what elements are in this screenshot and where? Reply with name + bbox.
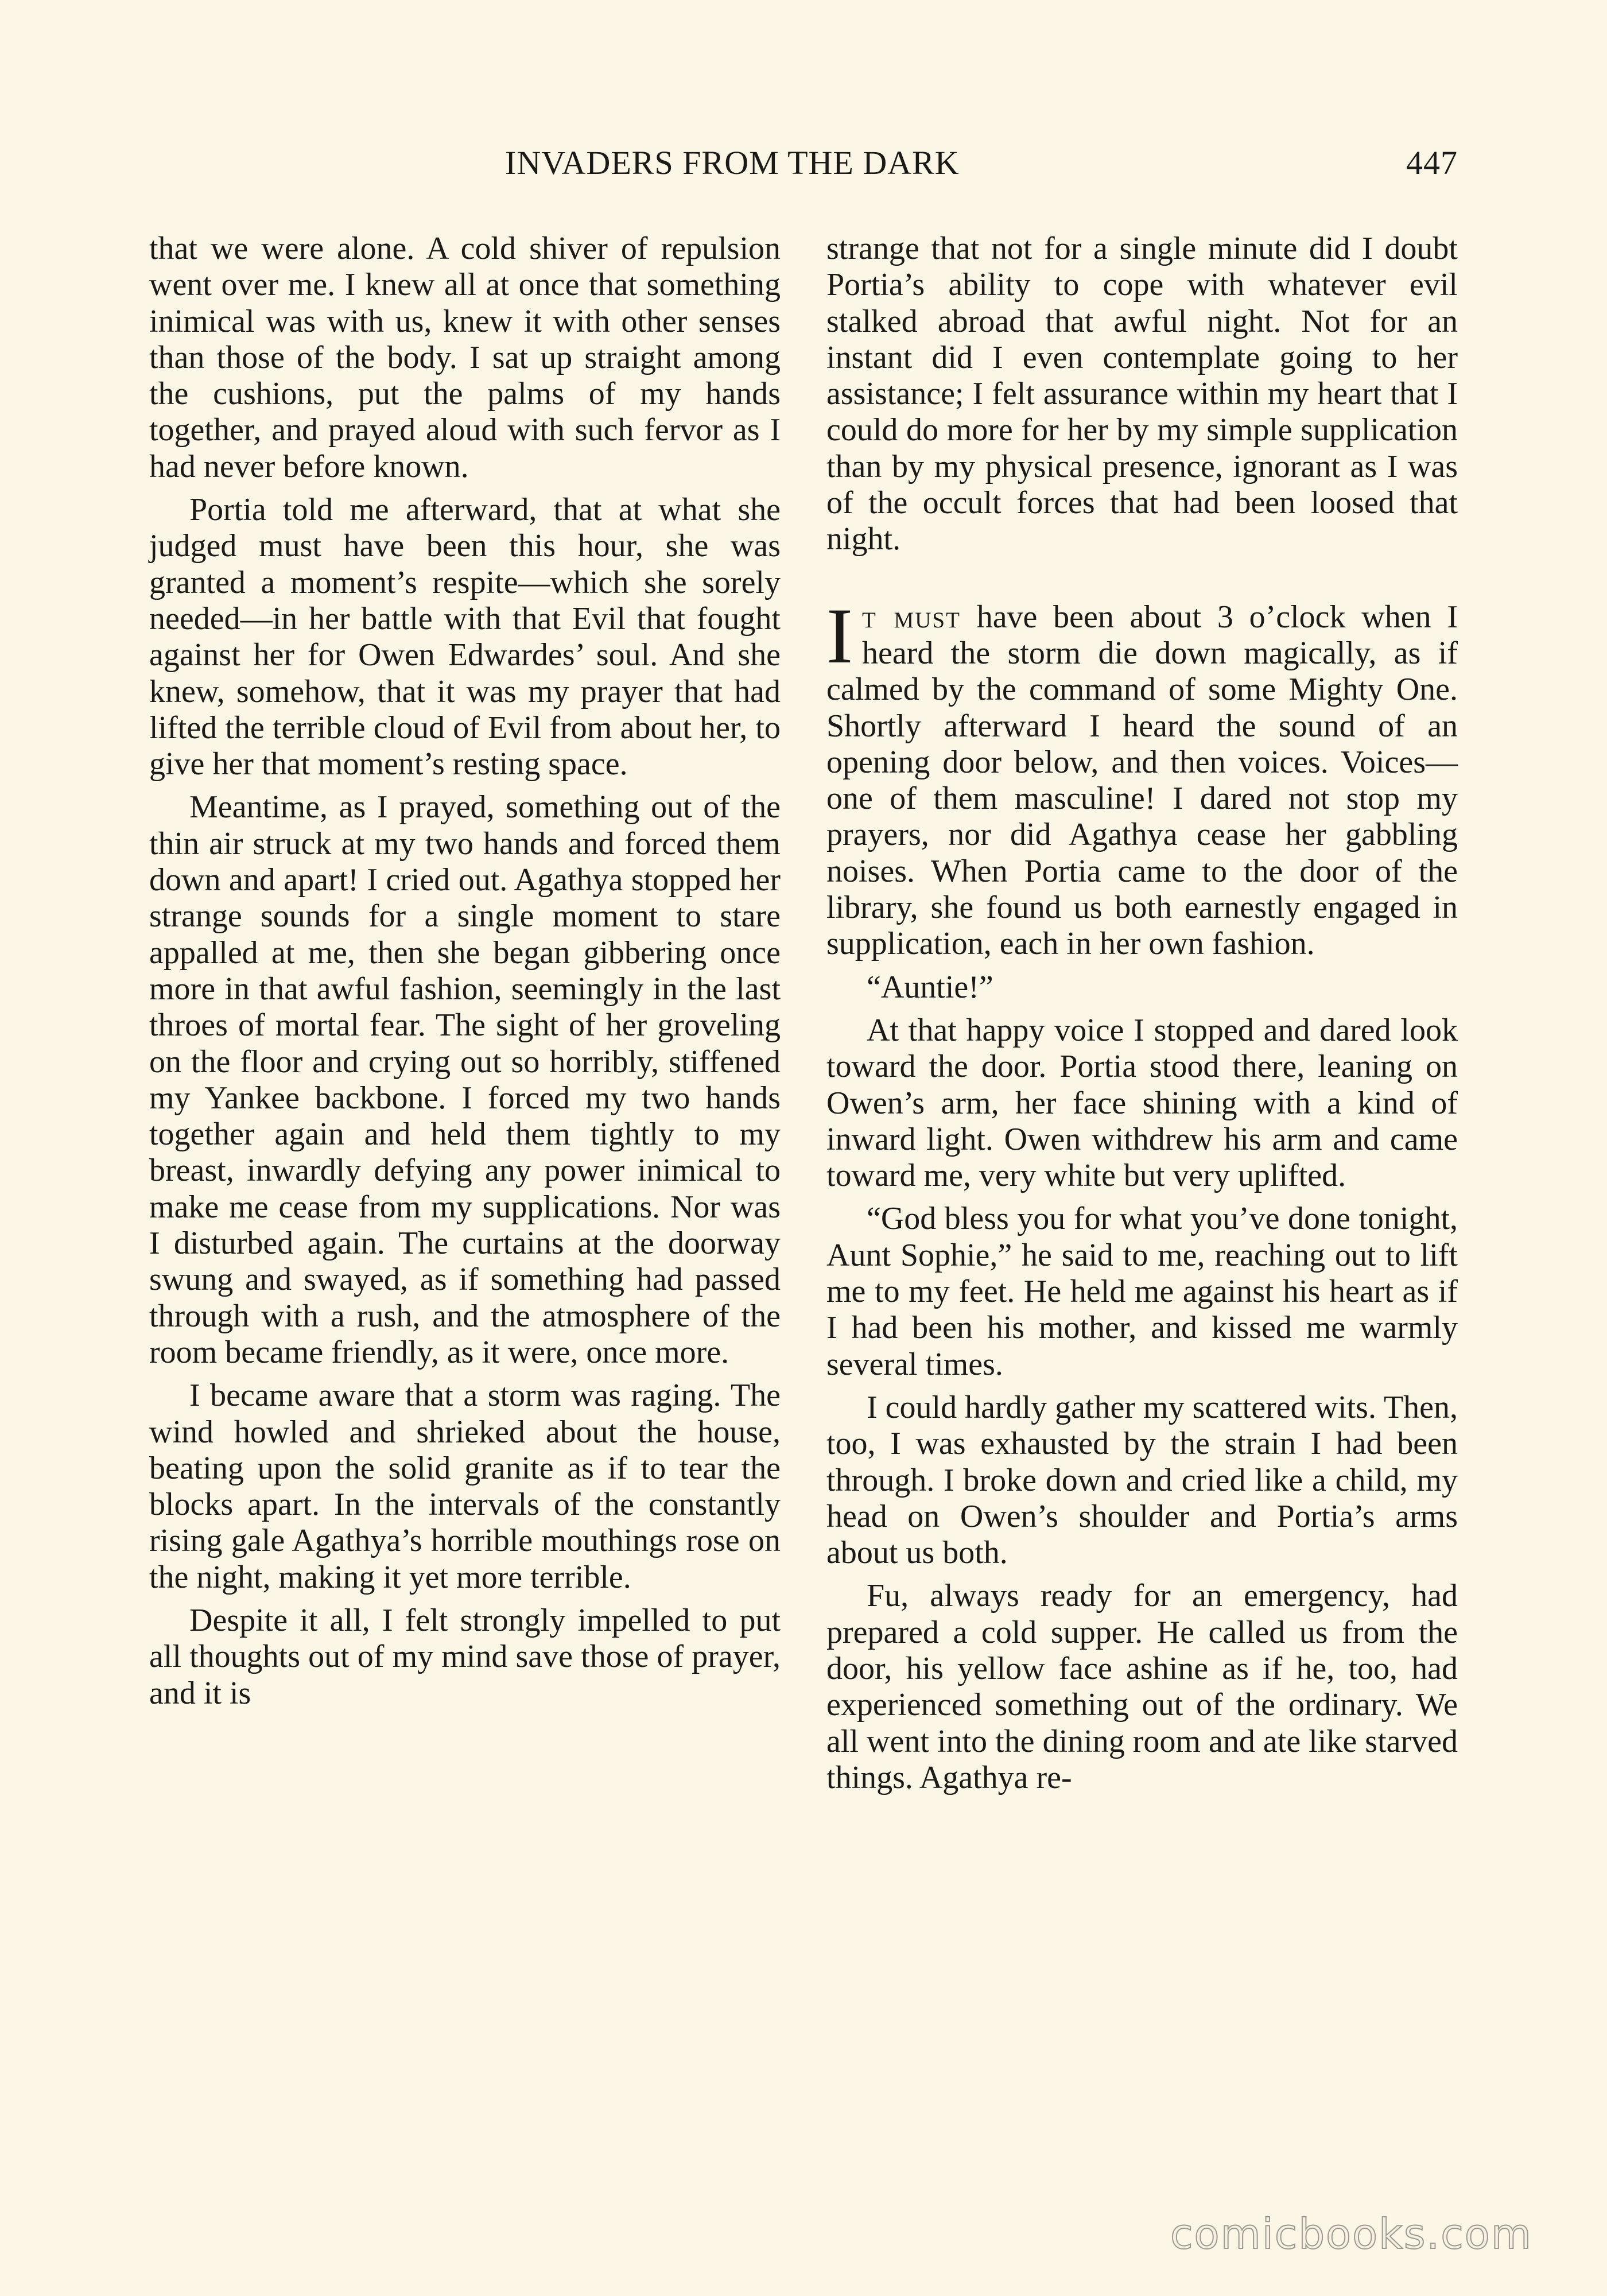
paragraph: At that happy voice I stopped and dared look toward the door. Portia stood there, leaning on Owen’s arm, her face shining with a kind of inward light. Owen withdrew his arm and came toward me, very white but very uplifted. [826, 1012, 1458, 1194]
paragraph: Fu, always ready for an emergency, had prepared a cold supper. He called us from the door, his yellow face ashine as if he, too, had experienced something out of the ordinary. We all went into the dining room and ate like starved things. Agathya re- [826, 1578, 1458, 1795]
paragraph: Despite it all, I felt strongly impelled to put all thoughts out of my mind save those of prayer, and it is [149, 1602, 781, 1711]
page-number: 447 [1406, 144, 1458, 181]
paragraph: “Auntie!” [867, 969, 993, 1005]
paragraph: I became aware that a storm was raging. The wind howled and shrieked about the house, beating upon the solid granite as if to tear the blocks apart. In the intervals of the constantly rising gale Agathya’s horrible mouthings rose on the night, making it yet more terrible. [149, 1378, 781, 1595]
paragraph: I could hardly gather my scattered wits. Then, too, I was exhausted by the strain I had been through. I broke down and cried like a child, my head on Owen’s shoulder and Portia’s arms about us both. [826, 1389, 1458, 1571]
left-column [149, 231, 781, 1719]
section-opening-paragraph [826, 591, 1458, 963]
watermark-logo: comicbooks.com [1170, 2210, 1532, 2258]
paragraph: Meantime, as I prayed, something out of the thin air struck at my two hands and forced them down and apart! I cried out. Agathya stopped her strange sounds for a single moment to stare appalled at me, then she began gibbering once more in that awful fashion, seemingly in the last throes of mortal fear. The sight of her groveling on the floor and crying out so horribly, stiffened my Yankee backbone. I forced my two hands together again and held them tightly to my breast, inwardly defying any power inimical to make me cease from my supplications. Nor was I disturbed again. The curtains at the doorway swung and swayed, as if something had passed through with a rush, and the atmosphere of the room became friendly, as it were, once more. [149, 789, 781, 1370]
paragraph: strange that not for a single minute did I doubt Portia’s ability to cope with whatever evil stalked abroad that awful night. Not for an instant did I even contemplate going to her assistance; I felt assurance within my heart that I could do more for her by my simple supplication than by my physical presence, ignorant as I was of the occult forces that had been loosed that night. [826, 231, 1458, 557]
running-title: INVADERS FROM THE DARK [505, 144, 960, 181]
section-text: have been about 3 o’clock when I heard the storm die down magically, as if calmed by the command of some Mighty One. Shortly afterward I heard the sound of an opening door below, and then voices. Voices—one of them masculine! I dared not stop my prayers, nor did Agathya cease her gabbling noises. When Portia came to the door of the library, she found us both earnestly engaged in supplication, each in her own fashion. [826, 599, 1458, 962]
right-column [826, 231, 1458, 1803]
small-caps-lead: t must [861, 599, 961, 635]
paragraph: that we were alone. A cold shiver of repulsion went over me. I knew all at once that something inimical was with us, knew it with other senses than those of the body. I sat up straight among the cushions, put the palms of my hands together, and prayed aloud with such fervor as I had never before known. [149, 231, 781, 484]
paragraph: Portia told me afterward, that at what she judged must have been this hour, she was granted a moment’s respite—which she sorely needed—in her battle with that Evil that fought against her for Owen Edwardes’ soul. And she knew, somehow, that it was my prayer that had lifted the terrible cloud of Evil from about her, to give her that moment’s resting space. [149, 492, 781, 782]
page-header [149, 144, 1458, 195]
drop-cap: I [826, 591, 853, 680]
paragraph: “God bless you for what you’ve done tonight, Aunt Sophie,” he said to me, reaching out to lift me to my feet. He held me against his heart as if I had been his mother, and kissed me warmly several times. [826, 1201, 1458, 1382]
